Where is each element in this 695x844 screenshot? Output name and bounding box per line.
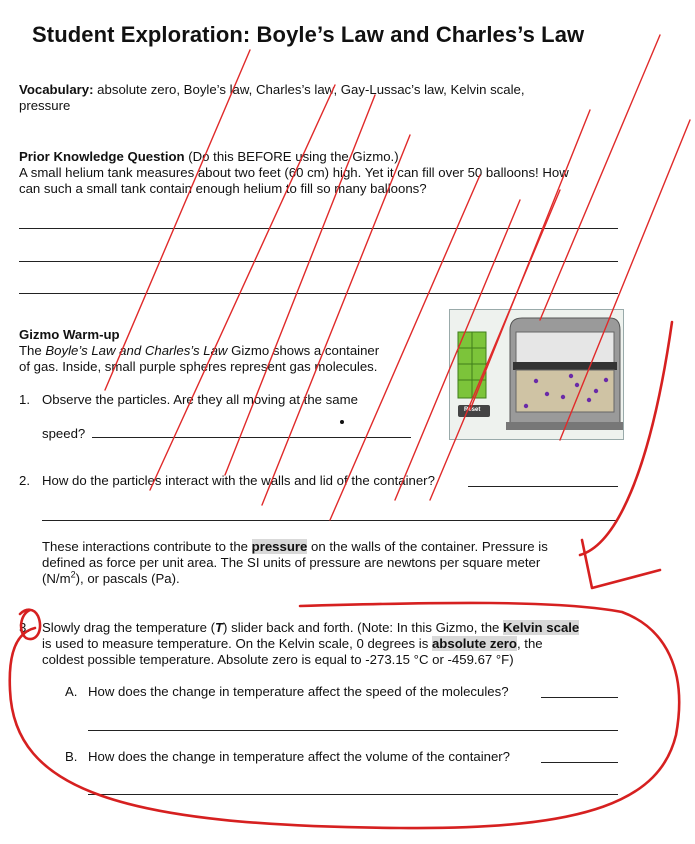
q1-number: 1. [19, 392, 30, 407]
warmup-text-2: of gas. Inside, small purple spheres represent gas molecules. [19, 359, 378, 374]
gizmo-screenshot [449, 309, 624, 440]
q2-answer-line[interactable] [468, 486, 618, 487]
q3a-text: How does the change in temperature affect the speed of the molecules? [88, 684, 509, 699]
prior-knowledge-text-1: A small helium tank measures about two feet (60 cm) high. Yet it can fill over 50 balloons! How [19, 165, 569, 180]
q3b-answer-line[interactable] [88, 794, 618, 795]
q1-answer-line[interactable] [92, 437, 411, 438]
q1-text-1: Observe the particles. Are they all moving at the same [42, 392, 358, 407]
answer-line[interactable] [19, 261, 618, 262]
gizmo-name: Boyle’s Law and Charles’s Law [45, 343, 228, 358]
prior-knowledge-section [19, 149, 569, 197]
q2-number: 2. [19, 473, 30, 488]
q3-text: Slowly drag the temperature (T) slider back and forth. (Note: In this Gizmo, the Kelvin scale is used to measure temperature. On the Kelvin scale, 0 degrees is absolute zero, the coldest possible temperature. Absolute zero is equal to -273.15 °C or -459.67 °F) [42, 620, 580, 667]
prior-knowledge-note: (Do this BEFORE using the Gizmo.) [184, 149, 399, 164]
q3a-answer-line[interactable] [88, 730, 618, 731]
pressure-note: These interactions contribute to the pressure on the walls of the container. Pressure is defined as force per unit area. The SI units of pressure are newtons per square meter $(N/m^2)$, or pascals (Pa). [42, 539, 548, 586]
answer-line[interactable] [19, 228, 618, 229]
q3b-label: B. [65, 749, 78, 764]
reset-button[interactable]: Reset [464, 407, 481, 413]
answer-line[interactable] [19, 293, 618, 294]
vocabulary-section [19, 82, 525, 114]
q3a-answer-line[interactable] [541, 697, 618, 698]
prior-knowledge-text-2: can such a small tank contain enough helium to fill so many balloons? [19, 181, 427, 196]
warmup-section: Gizmo Warm-up The Boyle’s Law and Charles’s Law Gizmo shows a container of gas. Inside, small purple spheres represent gas molecules. [19, 327, 380, 374]
pressure-term: pressure [251, 539, 308, 554]
vocabulary-terms: absolute zero, Boyle’s law, Charles’s law, Gay-Lussac’s law, Kelvin scale, [93, 82, 525, 97]
q2-text: How do the particles interact with the walls and lid of the container? [42, 473, 435, 488]
page-title: Student Exploration: Boyle’s Law and Charles’s Law [32, 22, 585, 47]
q3a-label: A. [65, 684, 78, 699]
warmup-heading: Gizmo Warm-up [19, 327, 120, 342]
q3-number: 3. [19, 620, 30, 635]
vocabulary-terms-cont: pressure [19, 98, 71, 113]
q3b-text: How does the change in temperature affect the volume of the container? [88, 749, 511, 764]
q2-answer-line[interactable] [42, 520, 618, 521]
q1-text-2: speed? [42, 426, 86, 441]
prior-knowledge-heading: Prior Knowledge Question [19, 149, 185, 164]
kelvin-scale-term: Kelvin scale [503, 620, 580, 635]
absolute-zero-term: absolute zero [431, 636, 517, 651]
vocabulary-label: Vocabulary: [19, 82, 94, 97]
q3b-answer-line[interactable] [541, 762, 618, 763]
